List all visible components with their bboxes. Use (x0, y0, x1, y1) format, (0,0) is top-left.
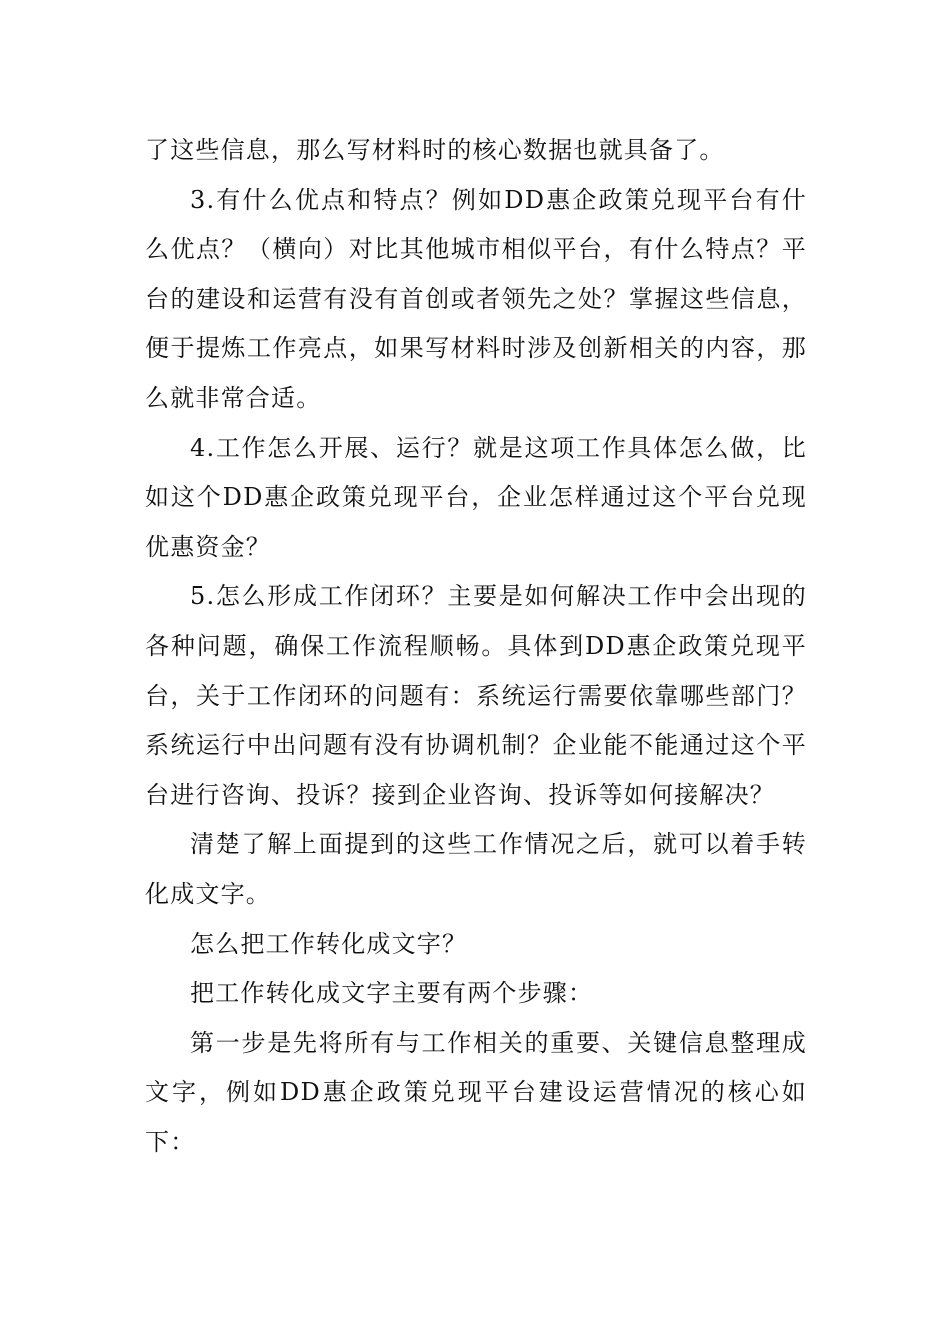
paragraph-continuation: 了这些信息，那么写材料时的核心数据也就具备了。 (145, 136, 725, 164)
paragraph-item-5: 5.怎么形成工作闭环？主要是如何解决工作中会出现的各种问题，确保工作流程顺畅。具体到DD惠企政策兑现平台，关于工作闭环的问题有：系统运行需要依靠哪些部门？系统运行中出问题有没有协调机制？企业能不能通过这个平台进行咨询、投诉？接到企业咨询、投诉等如何接解决？ (145, 582, 807, 809)
paragraph-item-3: 3.有什么优点和特点？例如DD惠企政策兑现平台有什么优点？（横向）对比其他城市相似平台，有什么特点？平台的建设和运营有没有首创或者领先之处？掌握这些信息，便于提炼工作亮点，如果写材料时涉及创新相关的内容，那么就非常合适。 (145, 185, 807, 412)
document-body (145, 126, 807, 1167)
paragraph-steps-intro: 把工作转化成文字主要有两个步骤： (190, 979, 594, 1008)
paragraph-question: 怎么把工作转化成文字？ (190, 929, 468, 958)
paragraph-step-one: 第一步是先将所有与工作相关的重要、关键信息整理成文字，例如DD惠企政策兑现平台建设运营情况的核心如下： (145, 1028, 807, 1156)
paragraph-summary: 清楚了解上面提到的这些工作情况之后，就可以着手转化成文字。 (145, 830, 807, 908)
paragraph-item-4: 4.工作怎么开展、运行？就是这项工作具体怎么做，比如这个DD惠企政策兑现平台，企业怎样通过这个平台兑现优惠资金？ (145, 433, 807, 561)
